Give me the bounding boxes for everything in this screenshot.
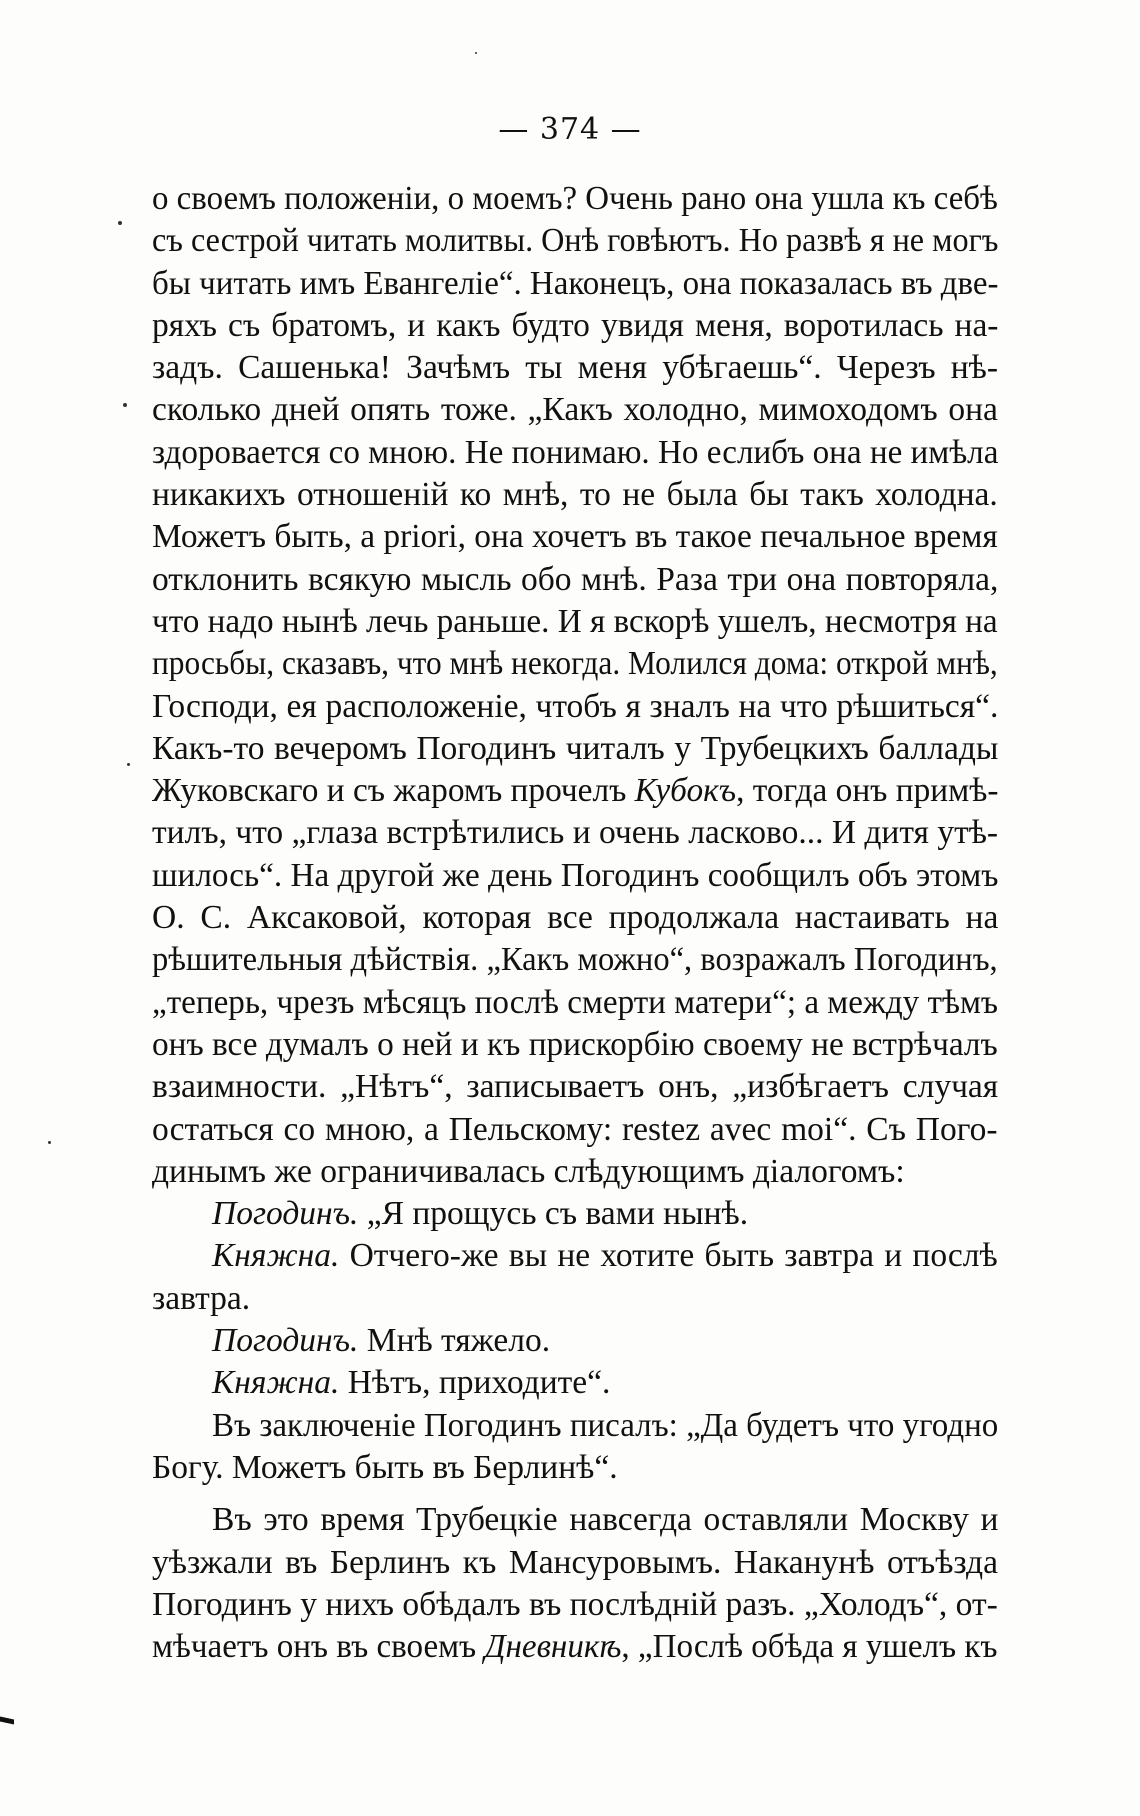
edge-mark xyxy=(0,1717,14,1725)
text-line: задъ. Сашенька! Зачѣмъ ты меня убѣгаешь“. Черезъ нѣ- xyxy=(152,349,999,387)
dialogue-line: Княжна. Нѣтъ, приходите“. xyxy=(212,1364,611,1402)
text-line: тилъ, что „глаза встрѣтились и очень ласково... И дитя утѣ- xyxy=(152,814,999,852)
text-line: Господи, ея расположеніе, чтобъ я зналъ на что рѣшиться“. xyxy=(152,687,999,725)
text-line: динымъ же ограничивалась слѣдующимъ діалогомъ: xyxy=(152,1152,905,1190)
text-line: Въ это время Трубецкіе навсегда оставляли Москву и xyxy=(212,1501,999,1539)
text-line: съ сестрой читать молитвы. Онѣ говѣютъ. Но развѣ я не могъ xyxy=(152,222,999,260)
text-line: просьбы, сказавъ, что мнѣ некогда. Молился дома: открой мнѣ, xyxy=(152,645,998,683)
text-line: Можетъ быть, a priori, она хочетъ въ такое печальное время xyxy=(152,518,998,556)
text-line: бы читать имъ Евангеліе“. Наконецъ, она показалась въ две- xyxy=(152,264,999,302)
text-line: сколько дней опять тоже. „Какъ холодно, мимоходомъ она xyxy=(152,391,998,429)
text-line: уѣзжали въ Берлинъ къ Мансуровымъ. Наканунѣ отъѣзда xyxy=(152,1543,998,1581)
text-line: Какъ-то вечеромъ Погодинъ читалъ у Трубецкихъ баллады xyxy=(152,729,999,767)
text-line: Богу. Можетъ быть въ Берлинѣ“. xyxy=(152,1448,618,1486)
dialogue-line: Погодинъ. Мнѣ тяжело. xyxy=(212,1322,551,1360)
text-line: Жуковскаго и съ жаромъ прочелъ Кубокъ, тогда онъ примѣ- xyxy=(152,772,999,810)
text-line: отклонить всякую мысль обо мнѣ. Раза три она повторяла, xyxy=(152,560,999,598)
text-line: онъ все думалъ о ней и къ прискорбію своему не встрѣчалъ xyxy=(152,1025,998,1063)
text-line: „теперь, чрезъ мѣсяцъ послѣ смерти матери“; а между тѣмъ xyxy=(152,983,999,1021)
dialogue-line: Княжна. Отчего-же вы не хотите быть завтра и послѣ xyxy=(212,1237,998,1275)
dialogue-line: Погодинъ. „Я прощусь съ вами нынѣ. xyxy=(212,1195,749,1233)
speck-mark xyxy=(118,221,122,225)
speaker-name: Погодинъ. xyxy=(212,1195,359,1233)
speck-mark xyxy=(48,1141,51,1144)
text-line: взаимности. „Нѣтъ“, записываетъ онъ, „избѣгаетъ случая xyxy=(152,1068,999,1106)
speck-mark xyxy=(127,763,130,766)
text-line: О. С. Аксаковой, которая все продолжала настаивать на xyxy=(152,899,999,937)
speck-mark xyxy=(475,52,477,54)
speaker-name: Княжна. xyxy=(212,1364,340,1402)
text-line: что надо нынѣ лечь раньше. И я вскорѣ ушелъ, несмотря на xyxy=(152,602,998,640)
speaker-name: Погодинъ. xyxy=(212,1322,359,1360)
speaker-name: Княжна. xyxy=(212,1237,340,1275)
text-line: шилось“. На другой же день Погодинъ сообщилъ объ этомъ xyxy=(152,856,999,894)
body-text xyxy=(152,178,998,1668)
text-line: никакихъ отношеній ко мнѣ, то не была бы такъ холодна. xyxy=(152,476,998,514)
text-line: завтра. xyxy=(152,1279,251,1317)
text-line: ряхъ съ братомъ, и какъ будто увидя меня, воротилась на- xyxy=(152,306,999,344)
text-line: Погодинъ у нихъ обѣдалъ въ послѣдній разъ. „Холодъ“, от- xyxy=(152,1585,998,1623)
text-line: мѣчаетъ онъ въ своемъ Дневникѣ, „Послѣ обѣда я ушелъ къ xyxy=(152,1628,998,1666)
italic-title: Дневникѣ xyxy=(484,1628,622,1666)
text-line: остаться со мною, а Пельскому: restez avec moi“. Съ Пого- xyxy=(152,1110,998,1148)
page-number: — 374 — xyxy=(498,112,642,147)
text-line: Въ заключеніе Погодинъ писалъ: „Да будетъ что угодно xyxy=(212,1406,999,1444)
italic-title: Кубокъ xyxy=(634,772,737,810)
speck-mark xyxy=(123,403,127,407)
text-line: рѣшительныя дѣйствія. „Какъ можно“, возражалъ Погодинъ, xyxy=(152,941,998,979)
text-line: здоровается со мною. Не понимаю. Но еслибъ она не имѣла xyxy=(152,433,999,471)
text-line: о своемъ положеніи, о моемъ? Очень рано она ушла къ себѣ xyxy=(152,180,998,217)
